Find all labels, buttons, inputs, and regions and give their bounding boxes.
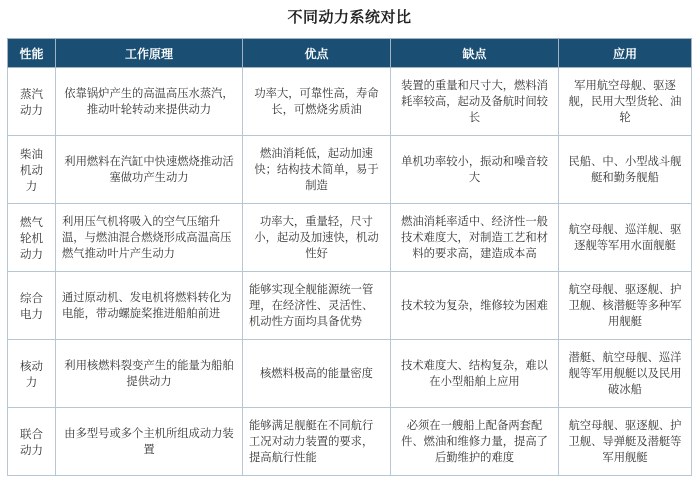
cell-pros: 能够满足舰艇在不同航行工况对动力装置的要求，提高航行性能: [243, 408, 391, 476]
page-title: 不同动力系统对比: [287, 8, 412, 26]
cell-cons: 技术较为复杂，维修较为困难: [391, 272, 559, 340]
table-row: [8, 136, 692, 204]
cell-cons: 单机功率较小，振动和噪音较大: [391, 136, 559, 204]
cell-type: 柴油 机动 力: [8, 136, 56, 204]
cell-applications: 航空母舰、驱逐舰、护卫舰、核潜艇等多种军用舰艇: [559, 272, 692, 340]
cell-pros: 核燃料极高的能量密度: [243, 340, 391, 408]
cell-applications: 航空母舰、驱逐舰、护卫舰、导弹艇及潜艇等军用舰艇: [559, 408, 692, 476]
cell-applications: 军用航空母舰、驱逐舰，民用大型货轮、油轮: [559, 68, 692, 136]
table-row: [8, 204, 692, 272]
table-row: [8, 408, 692, 476]
cell-cons: 装置的重量和尺寸大，燃料消耗率较高，起动及备航时间较长: [391, 68, 559, 136]
cell-pros: 功率大，重量轻，尺寸小，起动及加速快，机动性好: [243, 204, 391, 272]
table-header-row: [8, 39, 692, 68]
cell-principle: 利用燃料在汽缸中快速燃烧推动活塞做功产生动力: [56, 136, 243, 204]
cell-type: 核动 力: [8, 340, 56, 408]
header-cons: 缺点: [391, 39, 559, 68]
cell-type: 联合 动力: [8, 408, 56, 476]
cell-type: 燃气 轮机 动力: [8, 204, 56, 272]
table-row: [8, 272, 692, 340]
header-performance: 性能: [8, 39, 56, 68]
cell-principle: 通过原动机、发电机将燃料转化为电能，带动螺旋桨推进船舶前进: [56, 272, 243, 340]
cell-principle: 由多型号或多个主机所组成动力装置: [56, 408, 243, 476]
cell-applications: 航空母舰、巡洋舰、驱逐舰等军用水面舰艇: [559, 204, 692, 272]
header-pros: 优点: [243, 39, 391, 68]
cell-cons: 技术难度大、结构复杂，难以在小型船舶上应用: [391, 340, 559, 408]
cell-applications: 潜艇、航空母舰、巡洋舰等军用舰艇以及民用破冰船: [559, 340, 692, 408]
cell-principle: 依靠锅炉产生的高温高压水蒸汽，推动叶轮转动来提供动力: [56, 68, 243, 136]
cell-type: 综合 电力: [8, 272, 56, 340]
cell-applications: 民船、中、小型战斗舰艇和勤务舰船: [559, 136, 692, 204]
header-principle: 工作原理: [56, 39, 243, 68]
cell-cons: 燃油消耗率适中、经济性一般技术难度大，对制造工艺和材料的要求高，建造成本高: [391, 204, 559, 272]
header-applications: 应用: [559, 39, 692, 68]
cell-cons: 必须在一艘船上配备两套配件、燃油和维修力量，提高了后勤维护的难度: [391, 408, 559, 476]
cell-principle: 利用压气机将吸入的空气压缩升温，与燃油混合燃烧形成高温高压燃气推动叶片产生动力: [56, 204, 243, 272]
cell-type: 蒸汽 动力: [8, 68, 56, 136]
cell-pros: 功率大，可靠性高，寿命长，可燃烧劣质油: [243, 68, 391, 136]
table-row: [8, 340, 692, 408]
comparison-table: [7, 38, 692, 476]
cell-pros: 燃油消耗低，起动加速快；结构技术简单，易于制造: [243, 136, 391, 204]
cell-pros: 能够实现全舰能源统一管理，在经济性、灵活性、机动性方面均具备优势: [243, 272, 391, 340]
cell-principle: 利用核燃料裂变产生的能量为船舶提供动力: [56, 340, 243, 408]
table-row: [8, 68, 692, 136]
